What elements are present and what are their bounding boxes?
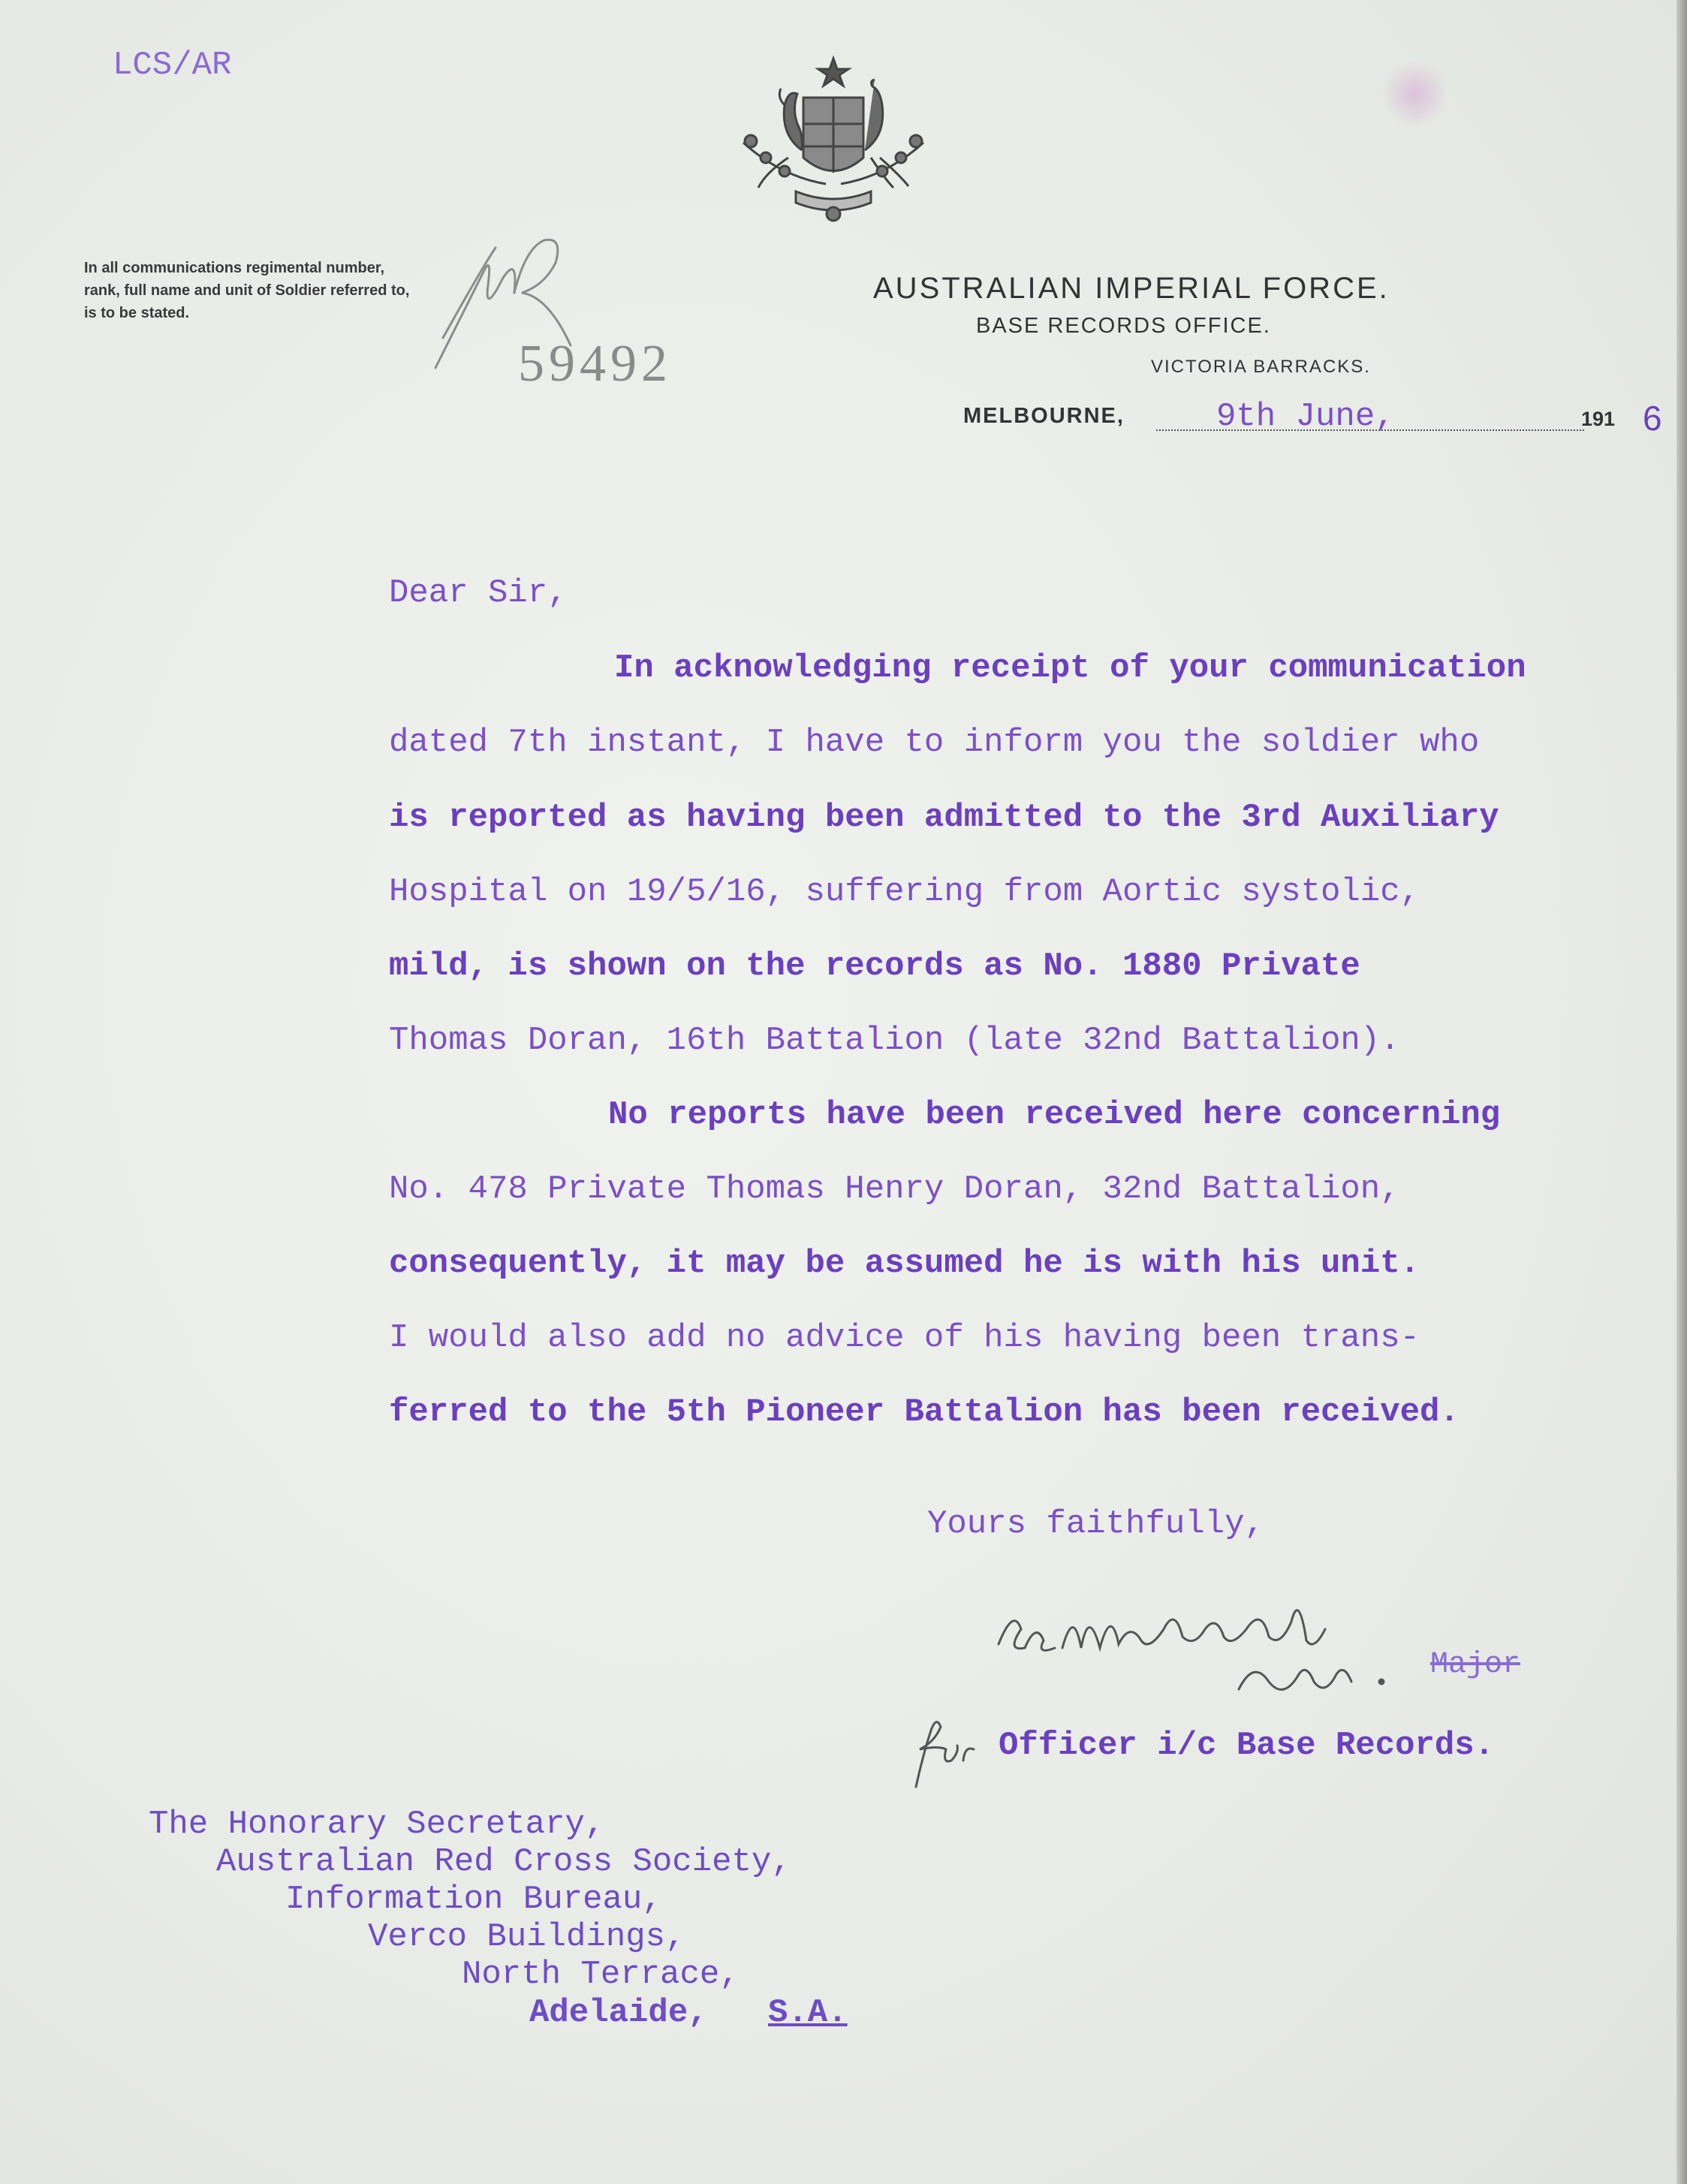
ink-stain <box>1381 60 1449 128</box>
year-prefix: 191 <box>1581 408 1616 430</box>
body-line: No. 478 Private Thomas Henry Doran, 32nd Battalion, <box>389 1170 1400 1208</box>
address-state: S.A. <box>768 1994 848 2032</box>
address-line: North Terrace, <box>462 1956 740 1993</box>
letterhead-office: BASE RECORDS OFFICE. <box>976 314 1271 338</box>
closing: Yours faithfully, <box>927 1505 1264 1543</box>
body-line: ferred to the 5th Pioneer Battalion has been received. <box>389 1393 1460 1431</box>
address-line: Verco Buildings, <box>368 1918 685 1956</box>
year-digit: 6 <box>1643 399 1662 438</box>
signature-icon <box>991 1577 1411 1719</box>
struck-rank: Major <box>1430 1648 1521 1682</box>
coat-of-arms-icon <box>713 53 953 225</box>
body-line: Thomas Doran, 16th Battalion (late 32nd Battalion). <box>389 1022 1400 1059</box>
body-line: I would also add no advice of his having been trans- <box>389 1319 1420 1357</box>
letter-date: 9th June, <box>1216 398 1395 435</box>
handwritten-for-icon <box>905 1708 980 1791</box>
instruction-line: rank, full name and unit of Soldier referred to, <box>84 282 410 299</box>
page-edge <box>1676 0 1687 2184</box>
body-line: is reported as having been admitted to the 3rd Auxiliary <box>389 799 1499 836</box>
signatory-title: Officer i/c Base Records. <box>999 1727 1495 1764</box>
stamp-number: 59492 <box>518 335 672 393</box>
address-line: Information Bureau, <box>285 1881 662 1918</box>
body-line: dated 7th instant, I have to inform you the soldier who <box>389 724 1480 761</box>
salutation: Dear Sir, <box>389 574 568 612</box>
address-line: The Honorary Secretary, <box>149 1806 605 1843</box>
body-line: consequently, it may be assumed he is with his unit. <box>389 1245 1420 1282</box>
body-line: No reports have been received here concerning <box>608 1096 1501 1134</box>
instruction-line: In all communications regimental number, <box>84 260 385 276</box>
body-line: mild, is shown on the records as No. 1880 Private <box>389 947 1360 985</box>
letterhead-title: AUSTRALIAN IMPERIAL FORCE. <box>873 272 1390 305</box>
reference-code: LCS/AR <box>113 47 232 84</box>
body-line: Hospital on 19/5/16, suffering from Aortic systolic, <box>389 873 1420 911</box>
letterhead-barracks: VICTORIA BARRACKS. <box>1151 357 1371 377</box>
address-city: Adelaide, <box>529 1994 708 2032</box>
address-line: Australian Red Cross Society, <box>216 1843 791 1881</box>
body-line: In acknowledging receipt of your communication <box>614 649 1526 687</box>
letterhead-place: MELBOURNE, <box>963 404 1125 428</box>
instruction-line: is to be stated. <box>84 305 190 321</box>
